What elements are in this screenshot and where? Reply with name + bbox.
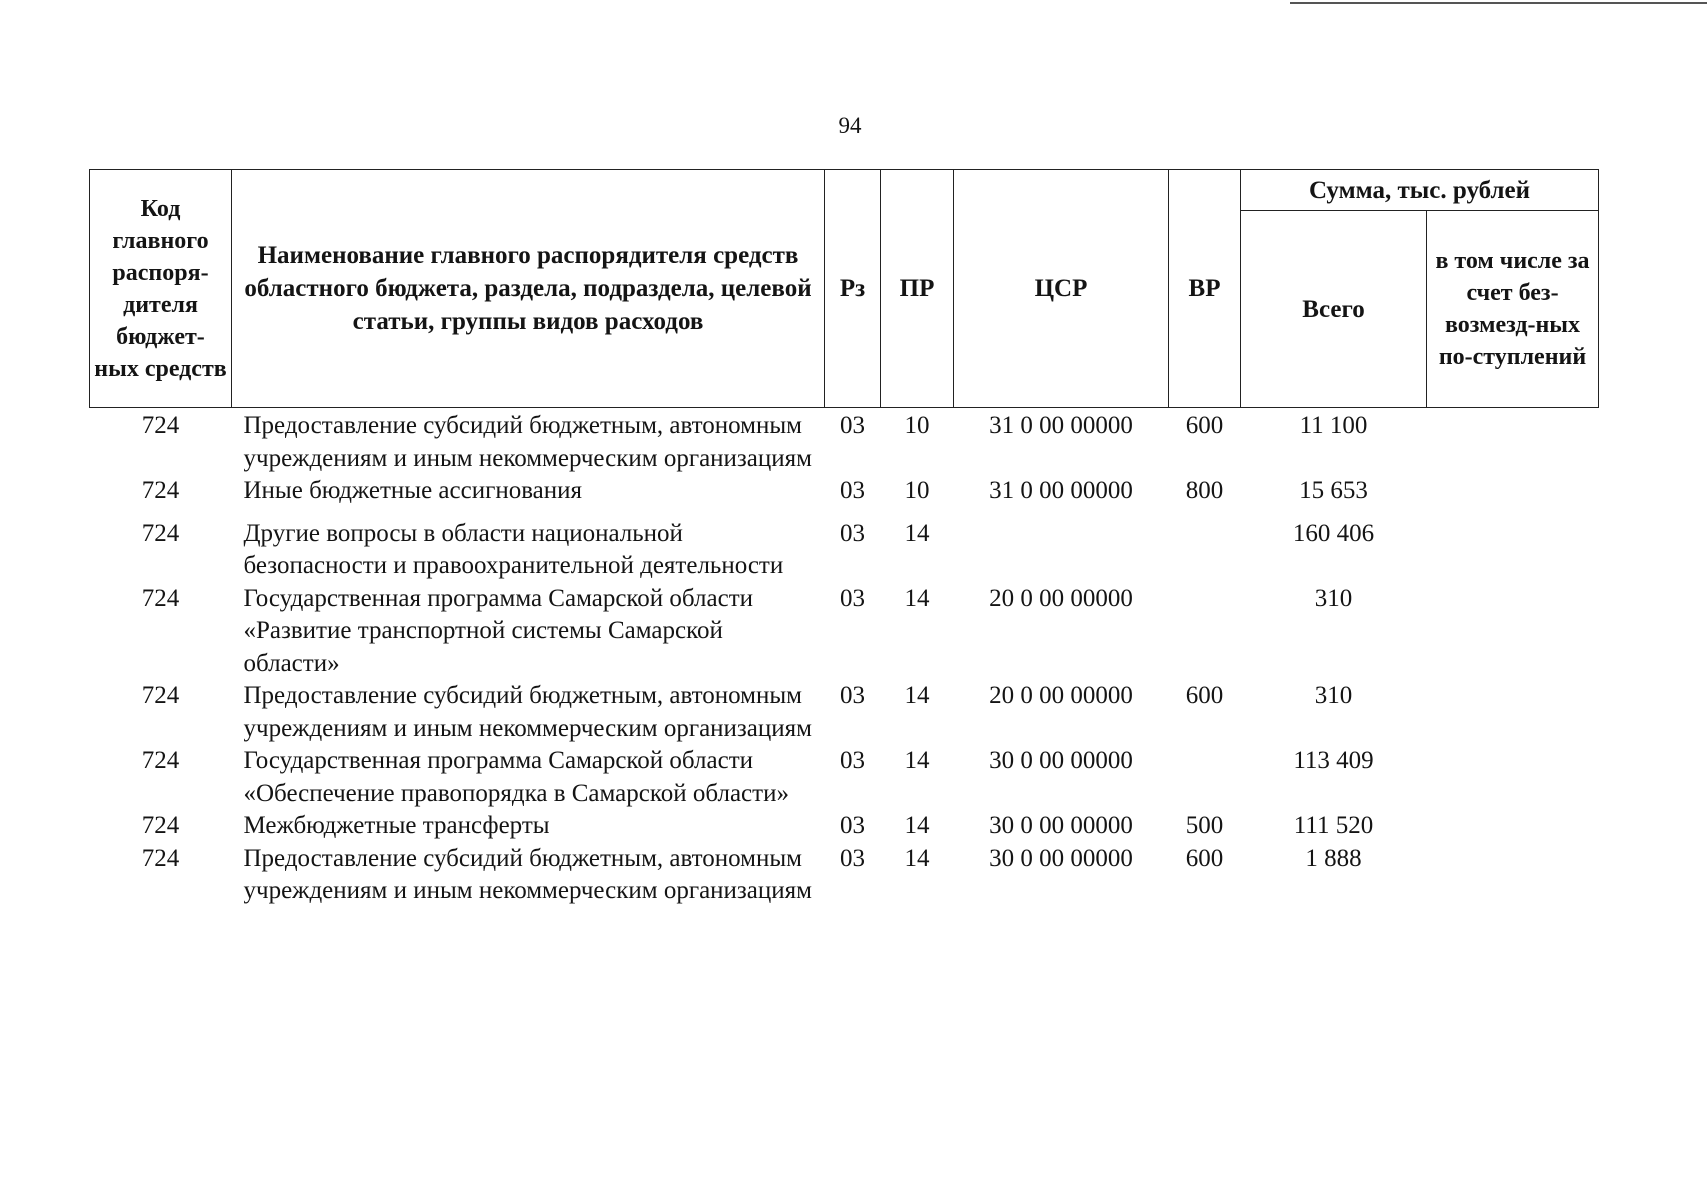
header-rz: Рз <box>825 170 881 408</box>
cell-rz: 03 <box>840 412 865 439</box>
cell-total: 160 406 <box>1292 519 1375 547</box>
page-number: 94 <box>838 113 862 138</box>
table-row <box>90 680 1599 745</box>
cell-rz: 03 <box>840 747 865 774</box>
cell-code: 724 <box>141 747 180 774</box>
cell-vr <box>1169 745 1241 810</box>
cell-total: 111 520 <box>1293 812 1374 839</box>
table-row <box>90 475 1599 508</box>
cell-name: Предоставление субсидий бюджетным, автономным учреждениям и иным некоммерческим организациям <box>243 412 812 472</box>
cell-pr: 14 <box>904 682 930 709</box>
cell-gratuitous <box>1427 680 1599 745</box>
cell-gratuitous <box>1427 475 1599 508</box>
top-edge-rule <box>1290 2 1707 4</box>
cell-gratuitous <box>1427 810 1599 843</box>
cell-vr: 500 <box>1185 812 1224 839</box>
cell-code: 724 <box>141 584 180 612</box>
cell-code: 724 <box>141 477 180 504</box>
cell-total: 310 <box>1314 584 1353 612</box>
table-row <box>90 843 1599 908</box>
cell-rz: 03 <box>840 584 865 612</box>
cell-name: Межбюджетные трансферты <box>243 812 550 839</box>
header-name: Наименование главного распорядителя средств областного бюджета, раздела, подраздела, целевой статьи, группы видов расходов <box>232 170 825 408</box>
cell-name: Предоставление субсидий бюджетным, автономным учреждениям и иным некоммерческим организациям <box>243 682 812 742</box>
cell-rz: 03 <box>840 682 865 709</box>
cell-vr: 600 <box>1185 682 1224 709</box>
cell-name: Государственная программа Самарской области «Обеспечение правопорядка в Самарской области» <box>243 747 789 807</box>
cell-csr: 30 0 00 00000 <box>989 812 1133 839</box>
header-sum-group: Сумма, тыс. рублей <box>1241 170 1599 211</box>
cell-total: 15 653 <box>1299 477 1368 504</box>
table-row <box>90 810 1599 843</box>
header-vr: ВР <box>1169 170 1241 408</box>
cell-name: Государственная программа Самарской области «Развитие транспортной системы Самарской области» <box>243 584 753 677</box>
header-total: Всего <box>1241 211 1427 408</box>
cell-rz: 03 <box>840 477 865 504</box>
cell-vr <box>1169 583 1241 681</box>
cell-total: 113 409 <box>1293 747 1374 774</box>
cell-csr <box>954 508 1169 583</box>
cell-vr: 600 <box>1185 844 1224 872</box>
cell-gratuitous <box>1427 583 1599 681</box>
cell-rz: 03 <box>840 519 865 547</box>
cell-csr: 31 0 00 00000 <box>989 412 1133 439</box>
table-row <box>90 508 1599 583</box>
table-row <box>90 745 1599 810</box>
header-code: Код главного распоря-дителя бюджет-ных средств <box>90 170 232 408</box>
cell-name: Предоставление субсидий бюджетным, автономным учреждениям и иным некоммерческим организациям <box>243 844 812 904</box>
header-csr: ЦСР <box>954 170 1169 408</box>
cell-pr: 14 <box>904 844 930 872</box>
table-row <box>90 408 1599 476</box>
cell-code: 724 <box>141 844 180 872</box>
cell-csr: 31 0 00 00000 <box>989 477 1133 504</box>
cell-gratuitous <box>1427 745 1599 810</box>
cell-rz: 03 <box>840 844 865 872</box>
cell-pr: 14 <box>904 519 930 547</box>
cell-pr: 14 <box>904 812 930 839</box>
cell-code: 724 <box>141 412 180 439</box>
cell-code: 724 <box>141 519 180 547</box>
budget-table <box>89 169 1599 908</box>
cell-csr: 20 0 00 00000 <box>989 584 1133 612</box>
cell-pr: 10 <box>904 477 930 504</box>
cell-code: 724 <box>141 682 180 709</box>
cell-vr: 800 <box>1185 477 1224 504</box>
cell-name: Иные бюджетные ассигнования <box>243 477 583 504</box>
cell-vr <box>1169 508 1241 583</box>
cell-pr: 14 <box>904 584 930 612</box>
cell-csr: 30 0 00 00000 <box>989 747 1133 774</box>
cell-code: 724 <box>141 812 180 839</box>
cell-rz: 03 <box>840 812 865 839</box>
cell-total: 310 <box>1314 682 1353 709</box>
cell-gratuitous <box>1427 508 1599 583</box>
table-row <box>90 583 1599 681</box>
cell-name: Другие вопросы в области национальной безопасности и правоохранительной деятельности <box>243 519 784 579</box>
header-pr: ПР <box>881 170 954 408</box>
cell-total: 1 888 <box>1305 844 1362 872</box>
cell-csr: 30 0 00 00000 <box>989 844 1133 872</box>
cell-pr: 10 <box>904 412 930 439</box>
cell-pr: 14 <box>904 747 930 774</box>
cell-total: 11 100 <box>1299 412 1368 439</box>
cell-vr: 600 <box>1185 412 1224 439</box>
cell-csr: 20 0 00 00000 <box>989 682 1133 709</box>
header-gratuitous: в том числе за счет без-возмезд-ных по-ступлений <box>1427 211 1599 408</box>
cell-gratuitous <box>1427 843 1599 908</box>
cell-gratuitous <box>1427 408 1599 476</box>
